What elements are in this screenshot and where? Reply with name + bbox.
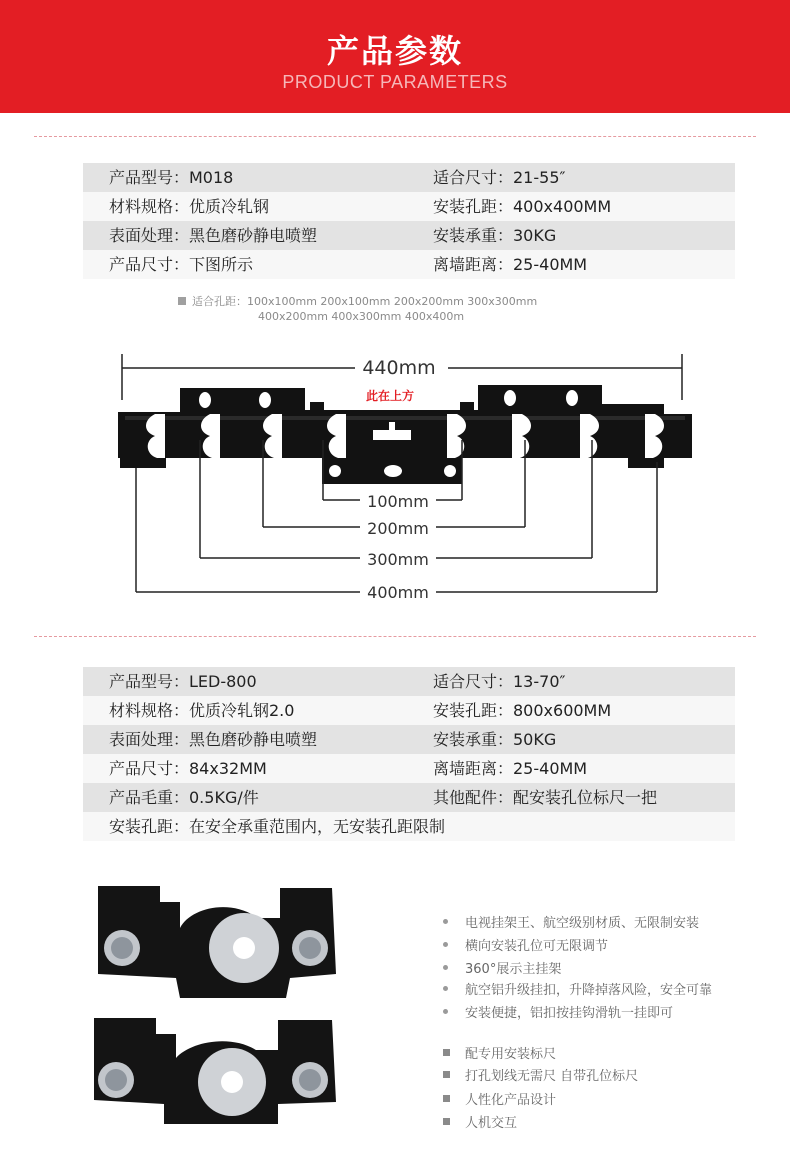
- feature-item: [443, 1002, 673, 1021]
- width-label: 440mm: [362, 357, 436, 379]
- spec-cell: 安装承重：30KG: [433, 226, 557, 245]
- dot-bullet-icon: [443, 942, 448, 947]
- square-bullet-icon: [178, 297, 186, 305]
- bracket-lower: [94, 1018, 336, 1124]
- dot-bullet-icon: [443, 965, 448, 970]
- feature-item: [443, 1112, 517, 1131]
- note-line-1: 适合孔距：100x100mm 200x100mm 200x200mm 300x300mm: [192, 295, 538, 308]
- spec-cell: 产品尺寸：84x32MM: [109, 759, 267, 778]
- spec-row: [83, 163, 735, 192]
- spec-cell: 安装承重：50KG: [433, 730, 557, 749]
- dot-bullet-icon: [443, 919, 448, 924]
- feature-item: [443, 1043, 556, 1062]
- spec-cell: 表面处理：黑色磨砂静电喷塑: [109, 730, 318, 749]
- page-title: 产品参数: [326, 32, 463, 70]
- feature-text: 人性化产品设计: [465, 1093, 557, 1108]
- divider: [34, 636, 756, 637]
- feature-text: 打孔划线无需尺 自带孔位标尺: [465, 1069, 639, 1084]
- feature-item: [443, 958, 561, 977]
- header-banner: [0, 0, 790, 113]
- spec-cell: 材料规格：优质冷轧钢: [109, 197, 270, 216]
- square-bullet-icon: [443, 1049, 450, 1056]
- spec-cell: 适合尺寸：21-55″: [433, 168, 566, 187]
- bracket-upper: [98, 886, 336, 998]
- divider: [34, 136, 756, 137]
- dim-label-300: 300mm: [367, 550, 429, 569]
- spec-table-2: [83, 667, 735, 841]
- spec-cell: 产品尺寸：下图所示: [109, 255, 254, 274]
- feature-text: 人机交互: [465, 1116, 518, 1131]
- dot-bullet-icon: [443, 986, 448, 991]
- feature-text: 电视挂架王、航空级别材质、无限制安装: [465, 916, 700, 931]
- spec-cell: 安装孔距：400x400MM: [433, 197, 612, 216]
- spec-cell: 离墙距离：25-40MM: [433, 759, 588, 778]
- spec-row: [83, 250, 735, 279]
- spec-cell: 产品型号：M018: [109, 168, 234, 187]
- square-bullet-icon: [443, 1118, 450, 1125]
- top-side-label: 此在上方: [365, 389, 415, 403]
- dim-label-200: 200mm: [367, 519, 429, 538]
- spec-cell: 材料规格：优质冷轧钢2.0: [109, 701, 295, 720]
- spec-row: [83, 696, 735, 725]
- dim-label-100: 100mm: [367, 492, 429, 511]
- bracket-dimension-diagram: [0, 340, 790, 620]
- spec-row: [83, 192, 735, 221]
- hole-spacing-note: [178, 294, 537, 324]
- feature-text: 360°展示主挂架: [465, 962, 562, 977]
- feature-item: [443, 979, 712, 998]
- spec-cell: 安装孔距：800x600MM: [433, 701, 612, 720]
- spec-cell: 适合尺寸：13-70″: [433, 672, 566, 691]
- page-subtitle: PRODUCT PARAMETERS: [282, 72, 508, 92]
- product-photo: [80, 878, 350, 1148]
- spec-row: [83, 754, 735, 783]
- spec-table-1: [83, 163, 735, 279]
- spec-row: [83, 725, 735, 754]
- feature-text: 安装便捷，铝扣按挂钩滑轨一挂即可: [465, 1006, 674, 1021]
- spec-cell: 产品型号：LED-800: [109, 672, 257, 691]
- dot-bullet-icon: [443, 1009, 448, 1014]
- spec-cell: 离墙距离：25-40MM: [433, 255, 588, 274]
- feature-item: [443, 1089, 556, 1108]
- feature-item: [443, 912, 699, 931]
- spec-row: [83, 667, 735, 696]
- note-line-2: 400x200mm 400x300mm 400x400m: [258, 310, 465, 323]
- dim-label-400: 400mm: [367, 583, 429, 602]
- spec-row: [83, 221, 735, 250]
- spec-row: [83, 812, 735, 841]
- square-bullet-icon: [443, 1071, 450, 1078]
- spec-row: [83, 783, 735, 812]
- feature-text: 横向安装孔位可无限调节: [465, 939, 609, 954]
- feature-text: 航空铝升级挂扣，升降掉落风险，安全可靠: [465, 983, 713, 998]
- spec-cell: 表面处理：黑色磨砂静电喷塑: [109, 226, 318, 245]
- feature-item: [443, 1065, 638, 1084]
- spec-cell: 安装孔距：在安全承重范围内，无安装孔距限制: [109, 817, 446, 836]
- spec-cell: 产品毛重：0.5KG/件: [109, 788, 259, 807]
- spec-cell: 其他配件：配安装孔位标尺一把: [433, 788, 658, 807]
- feature-text: 配专用安装标尺: [465, 1047, 557, 1062]
- square-bullet-icon: [443, 1095, 450, 1102]
- feature-item: [443, 935, 608, 954]
